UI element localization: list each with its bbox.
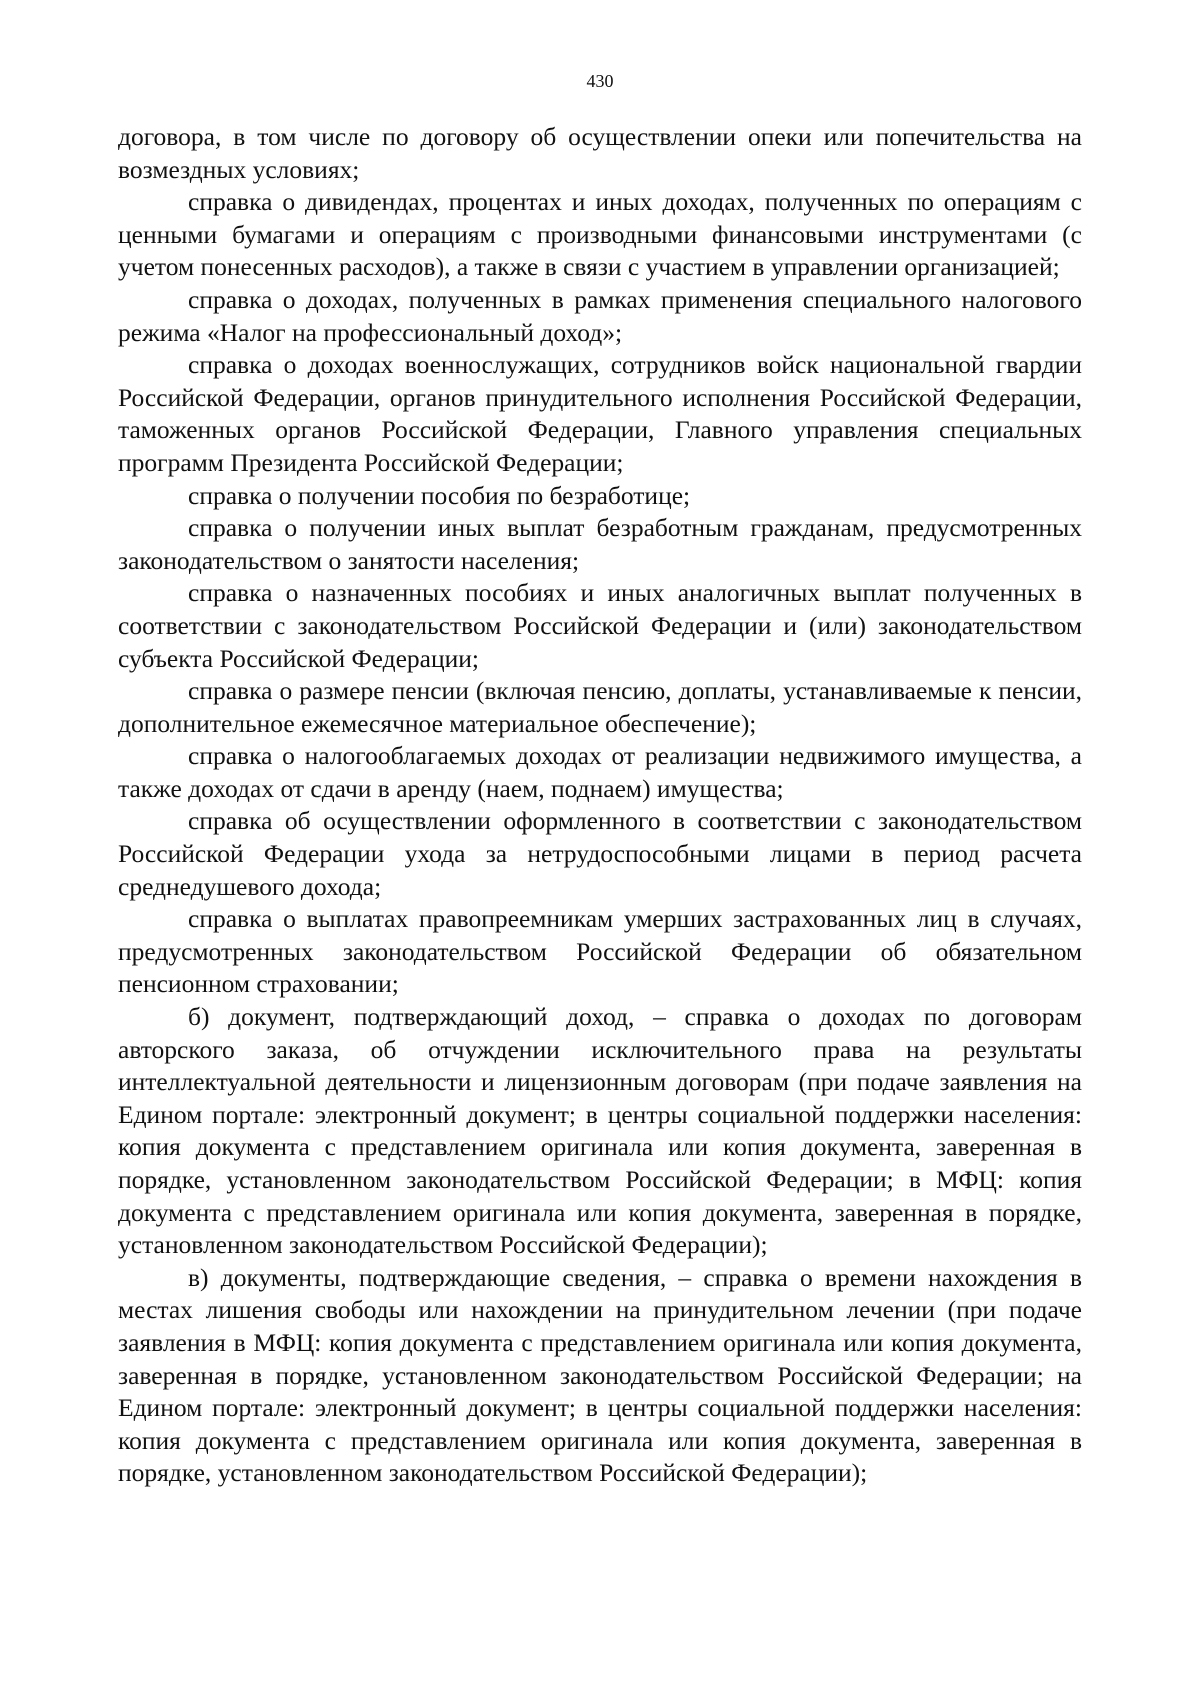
paragraph-real-estate-income-certificate: справка о налогооблагаемых доходах от реализации недвижимого имущества, а также доходах от сдачи в аренду (наем, поднаем) имущества; xyxy=(118,741,1082,803)
document-body xyxy=(118,121,1082,1490)
paragraph-unemployed-payments-certificate: справка о получении иных выплат безработным гражданам, предусмотренных законодательством о занятости населения; xyxy=(118,513,1082,575)
paragraph-dividends-certificate: справка о дивидендах, процентах и иных доходах, полученных по операциям с ценными бумагами и операциям с производными финансовыми инструментами (с учетом понесенных расходов), а также в связи с участием в управлении организацией; xyxy=(118,187,1082,282)
paragraph-successor-payments-certificate: справка о выплатах правопреемникам умерших застрахованных лиц в случаях, предусмотренных законодательством Российской Федерации об обязательном пенсионном страховании; xyxy=(118,904,1082,999)
paragraph-item-b: б) документ, подтверждающий доход, – справка о доходах по договорам авторского заказа, об отчуждении исключительного права на результаты интеллектуальной деятельности и лицензионным договорам (при подаче заявления на Едином портале: электронный документ; в центры социальной поддержки населения: копия документа с представлением оригинала или копия документа, заверенная в порядке, установленном законодательством Российской Федерации; в МФЦ: копия документа с представлением оригинала или копия документа, заверенная в порядке, установленном законодательством Российской Федерации); xyxy=(118,1002,1082,1260)
paragraph-continuation: договора, в том числе по договору об осуществлении опеки или попечительства на возмездных условиях; xyxy=(118,122,1082,184)
paragraph-pension-certificate: справка о размере пенсии (включая пенсию, доплаты, устанавливаемые к пенсии, дополнительное ежемесячное материальное обеспечение); xyxy=(118,676,1082,738)
paragraph-military-income-certificate: справка о доходах военнослужащих, сотрудников войск национальной гвардии Российской Федерации, органов принудительного исполнения Российской Федерации, таможенных органов Российской Федерации, Главного управления специальных программ Президента Российской Федерации; xyxy=(118,350,1082,477)
paragraph-assigned-benefits-certificate: справка о назначенных пособиях и иных аналогичных выплат полученных в соответствии с законодательством Российской Федерации и (или) законодательством субъекта Российской Федерации; xyxy=(118,578,1082,673)
paragraph-care-certificate: справка об осуществлении оформленного в соответствии с законодательством Российской Федерации ухода за нетрудоспособными лицами в период расчета среднедушевого дохода; xyxy=(118,806,1082,901)
page-number: 430 xyxy=(586,71,614,91)
paragraph-professional-income-certificate: справка о доходах, полученных в рамках применения специального налогового режима «Налог на профессиональный доход»; xyxy=(118,284,1082,347)
paragraph-unemployment-benefit-certificate: справка о получении пособия по безработице; xyxy=(188,480,691,510)
paragraph-item-v: в) документы, подтверждающие сведения, – справка о времени нахождения в местах лишения свободы или нахождении на принудительном лечении (при подаче заявления в МФЦ: копия документа с представлением оригинала или копия документа, заверенная в порядке, установленном законодательством Российской Федерации; на Едином портале: электронный документ; в центры социальной поддержки населения: копия документа с представлением оригинала или копия документа, заверенная в порядке, установленном законодательством Российской Федерации); xyxy=(118,1262,1082,1488)
